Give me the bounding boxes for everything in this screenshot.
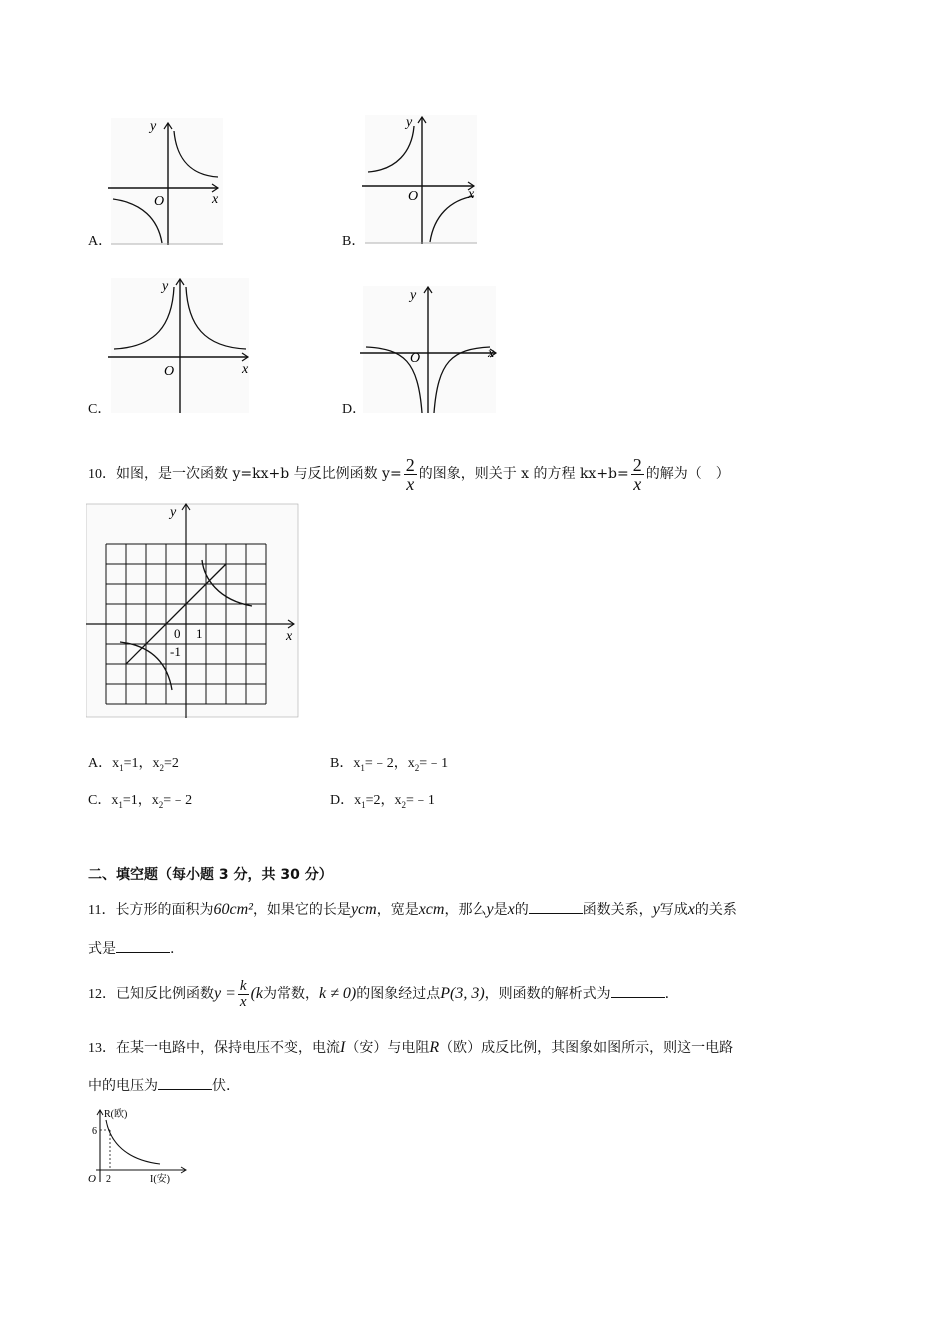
y-axis-label: y — [170, 505, 177, 520]
math: I — [340, 1039, 346, 1056]
value: =﹣1 — [419, 756, 449, 771]
q10-number: 10． — [88, 467, 116, 482]
q13-line-1 — [88, 1034, 733, 1063]
value: =2 — [164, 756, 179, 771]
y-axis-label: y — [150, 119, 157, 134]
subscript: 1 — [118, 799, 123, 810]
text: （安）与电阻 — [345, 1040, 430, 1056]
text: 已知反比例函数 — [116, 986, 214, 1002]
q10-text-2: 的图象，则关于 x 的方程 kx+b= — [418, 466, 629, 482]
math: x — [687, 901, 695, 918]
text: 伏. — [212, 1078, 231, 1094]
graph-c — [108, 275, 253, 415]
r-axis-label: R(欧) — [104, 1109, 128, 1120]
math: (k — [250, 985, 264, 1002]
graph-d — [360, 283, 500, 415]
choice-letter: C． — [88, 793, 112, 808]
q10-fraction-1 — [404, 456, 417, 493]
text: ，如果它的长是 — [252, 902, 351, 918]
text: 的关系 — [694, 902, 737, 918]
math: k ≠ 0) — [319, 985, 357, 1002]
q9-option-a-label[interactable]: A． — [88, 234, 113, 249]
var: x — [353, 756, 361, 771]
value: =1， — [122, 793, 152, 808]
q10-choice-d[interactable] — [330, 789, 435, 810]
answer-blank[interactable] — [529, 899, 583, 914]
math: xcm — [418, 901, 445, 918]
math: y — [652, 901, 660, 918]
answer-blank[interactable] — [611, 983, 665, 998]
subscript: 1 — [361, 799, 366, 810]
text: ，那么 — [444, 902, 487, 918]
q10-stem — [88, 452, 730, 497]
var: x — [151, 793, 159, 808]
fraction-numerator: 2 — [632, 454, 642, 475]
text: 函数关系， — [582, 902, 653, 918]
text: 式是 — [88, 941, 116, 957]
q10-choice-c[interactable] — [88, 789, 192, 810]
fraction-denominator: x — [633, 473, 642, 494]
subscript: 1 — [360, 762, 365, 773]
value: =1， — [123, 756, 153, 771]
q9-option-c-label[interactable]: C． — [88, 402, 112, 417]
value: =﹣2 — [163, 793, 193, 808]
var: x — [354, 793, 362, 808]
q10-text-1: 如图，是一次函数 y=kx+b 与反比例函数 y= — [116, 466, 402, 482]
text: 的图象经过点 — [356, 986, 441, 1002]
q11-line-2 — [88, 935, 174, 963]
choice-letter: B． — [330, 756, 354, 771]
q13-line-2 — [88, 1072, 230, 1100]
fraction-denominator: x — [406, 473, 415, 494]
x-axis-label: x — [286, 629, 293, 644]
origin-tick-label: 0 — [174, 626, 181, 641]
subscript: 1 — [119, 762, 124, 773]
var: x — [394, 793, 402, 808]
graph-a — [108, 115, 228, 247]
text: 写成 — [659, 902, 688, 918]
text: 中的电压为 — [88, 1078, 158, 1094]
choice-letter: D． — [330, 793, 355, 808]
choice-letter: A． — [88, 756, 113, 771]
answer-blank[interactable] — [158, 1075, 212, 1090]
q12-number: 12． — [88, 987, 116, 1002]
origin-label: O — [408, 189, 419, 204]
q12-line — [88, 972, 669, 1017]
graph-b — [362, 112, 482, 246]
fraction-numerator: 2 — [405, 454, 415, 475]
fraction-numerator: k — [239, 977, 247, 994]
q11-line-1 — [88, 896, 737, 925]
math: 60cm² — [213, 901, 253, 918]
var: x — [407, 756, 415, 771]
text: . — [664, 986, 670, 1002]
var: x — [152, 756, 160, 771]
q10-choice-b[interactable] — [330, 752, 448, 773]
subscript: 2 — [159, 762, 165, 773]
section-title: 二、填空题（每小题 3 分，共 30 分） — [88, 867, 333, 883]
q9-option-b-label[interactable]: B． — [342, 234, 366, 249]
text: ，宽是 — [376, 902, 419, 918]
y-tick-label-neg1: -1 — [170, 644, 181, 659]
q12-fraction — [238, 979, 249, 1010]
text: 的 — [514, 902, 529, 918]
text: 长方形的面积为 — [115, 902, 214, 918]
x-axis-label: x — [488, 346, 495, 361]
value: =﹣2， — [364, 756, 408, 771]
math: P(3, 3) — [440, 985, 485, 1002]
x-axis-label: x — [242, 362, 249, 377]
math: y = — [214, 985, 236, 1002]
text: . — [170, 941, 175, 957]
q9-option-d-label[interactable]: D． — [342, 402, 367, 417]
subscript: 2 — [401, 799, 407, 810]
origin-label: O — [154, 194, 165, 209]
origin-label: O — [164, 364, 175, 379]
q10-grid-graph — [86, 500, 301, 720]
i-axis-label: I(安) — [150, 1174, 170, 1185]
var: x — [111, 793, 119, 808]
y-axis-label: y — [410, 288, 417, 303]
subscript: 2 — [414, 762, 420, 773]
q13-graph — [86, 1108, 196, 1188]
text: 在某一电路中，保持电压不变，电流 — [116, 1040, 340, 1056]
math: ycm — [350, 901, 377, 918]
origin-label: O — [88, 1173, 96, 1185]
text: ，则函数的解析式为 — [484, 986, 611, 1002]
text: （欧）成反比例，其图象如图所示，则这一电路 — [439, 1040, 734, 1056]
fraction-denominator: x — [239, 993, 247, 1010]
value: =2， — [365, 793, 395, 808]
y-axis-label: y — [162, 279, 169, 294]
x-axis-label: x — [212, 192, 219, 207]
origin-label: O — [410, 351, 421, 366]
q10-choice-a[interactable] — [88, 752, 179, 773]
var: x — [112, 756, 120, 771]
i-tick-2: 2 — [106, 1174, 111, 1185]
q10-text-3: 的解为（ ） — [645, 466, 730, 482]
text: 为常数， — [263, 986, 320, 1002]
q11-number: 11． — [88, 903, 116, 918]
subscript: 2 — [158, 799, 164, 810]
r-tick-6: 6 — [92, 1126, 97, 1137]
math: R — [429, 1039, 440, 1056]
math: y — [486, 901, 494, 918]
q13-number: 13． — [88, 1041, 116, 1056]
answer-blank[interactable] — [116, 938, 170, 953]
text: 是 — [493, 902, 508, 918]
value: =﹣1 — [406, 793, 435, 808]
q10-fraction-2 — [631, 456, 644, 493]
y-axis-label: y — [406, 115, 413, 130]
math: x — [507, 901, 515, 918]
x-tick-label-1: 1 — [196, 626, 203, 641]
x-axis-label: x — [468, 187, 475, 202]
